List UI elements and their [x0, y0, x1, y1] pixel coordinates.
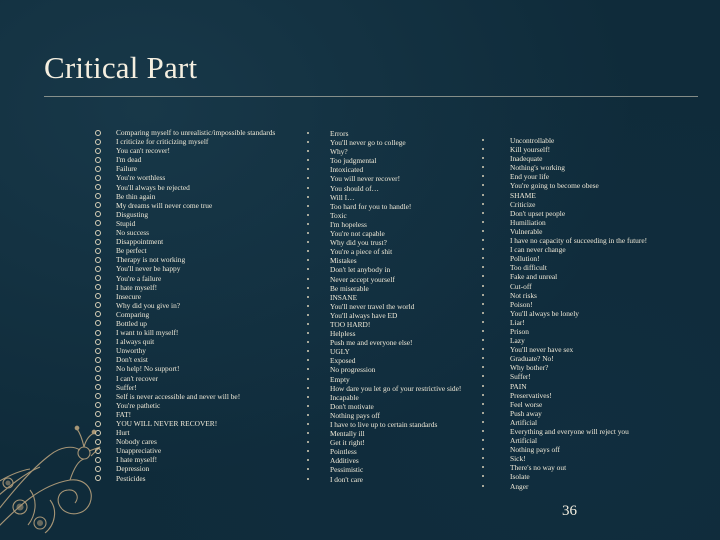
bullet-text: Prison — [510, 326, 529, 336]
dot-icon — [482, 194, 484, 196]
dot-icon — [307, 414, 309, 416]
bullet-item — [116, 464, 311, 473]
bullet-item — [116, 392, 311, 401]
bullet-text: I hate myself! — [116, 282, 158, 292]
bullet-text: I have to live up to certain standards — [330, 420, 438, 429]
dot-icon — [307, 378, 309, 380]
bullet-item — [330, 365, 500, 374]
dot-icon — [307, 296, 309, 298]
bullet-text: Suffer! — [116, 382, 137, 392]
bullet-text: You'll always be lonely — [510, 308, 579, 318]
bullet-item — [330, 465, 500, 474]
bullet-text: Will I… — [330, 192, 355, 202]
bullet-item — [116, 437, 311, 446]
bullet-text: Self is never accessible and never will be! — [116, 391, 241, 401]
bullet-item — [510, 391, 710, 400]
bullet-item — [510, 463, 710, 472]
bullet-item — [116, 328, 311, 337]
bullet-item — [330, 384, 500, 393]
dot-icon — [307, 278, 309, 280]
bullet-item — [330, 229, 500, 238]
bullet-item — [116, 410, 311, 419]
bullet-text: Therapy is not working — [116, 255, 186, 265]
bullet-item — [510, 236, 710, 245]
ring-icon — [95, 339, 101, 345]
ring-icon — [95, 175, 101, 181]
bullet-item — [330, 193, 500, 202]
bullet-item — [510, 418, 710, 427]
bullet-item — [116, 183, 311, 192]
bullet-item — [510, 345, 710, 354]
bullet-text: Push away — [510, 408, 542, 418]
dot-icon — [482, 294, 484, 296]
bullet-text: Pointless — [330, 447, 357, 457]
bullet-item — [116, 292, 311, 301]
dot-icon — [482, 285, 484, 287]
bullet-item — [510, 282, 710, 291]
bullet-item — [330, 275, 500, 284]
bullet-item — [116, 355, 311, 364]
dot-icon — [307, 232, 309, 234]
bullet-text: I criticize for criticizing myself — [116, 137, 209, 147]
bullet-item — [510, 400, 710, 409]
bullet-item — [510, 272, 710, 281]
bullet-text: No progression — [330, 365, 376, 375]
ring-icon — [95, 157, 101, 163]
bullet-item — [116, 128, 311, 137]
bullet-text: Too difficult — [510, 263, 547, 273]
bullet-item — [330, 393, 500, 402]
dot-icon — [307, 287, 309, 289]
dot-icon — [307, 423, 309, 425]
bullet-item — [116, 228, 311, 237]
bullet-item — [116, 219, 311, 228]
bullet-text: Never accept yourself — [330, 274, 395, 284]
bullet-item — [330, 456, 500, 465]
bullet-item — [510, 427, 710, 436]
dot-icon — [482, 394, 484, 396]
bullet-text: Why did you give in? — [116, 300, 181, 310]
dot-icon — [307, 223, 309, 225]
bullet-item — [510, 227, 710, 236]
ring-icon — [95, 239, 101, 245]
bullet-text: End your life — [510, 172, 549, 182]
bullet-text: Mistakes — [330, 256, 357, 266]
bullet-item — [510, 454, 710, 463]
bullet-item — [116, 337, 311, 346]
bullet-text: Helpless — [330, 329, 356, 339]
ring-icon — [95, 139, 101, 145]
bullet-item — [510, 354, 710, 363]
bullet-text: FAT! — [116, 409, 132, 419]
dot-icon — [482, 421, 484, 423]
bullet-item — [116, 237, 311, 246]
bullet-item — [330, 447, 500, 456]
bullet-text: You'll always be rejected — [116, 182, 190, 192]
bullet-text: Kill yourself! — [510, 145, 551, 155]
bullet-text: Uncontrollable — [510, 136, 555, 145]
bullet-text: UGLY — [330, 347, 350, 357]
bullet-text: Graduate? No! — [510, 354, 554, 364]
bullet-text: I can never change — [510, 245, 566, 255]
bullet-item — [116, 155, 311, 164]
bullet-text: Exposed — [330, 356, 356, 366]
ring-icon — [95, 248, 101, 254]
bullet-text: I always quit — [116, 337, 155, 347]
dot-icon — [307, 478, 309, 480]
bullet-text: I don't care — [330, 474, 363, 484]
bullet-text: You'll never go to college — [330, 138, 406, 148]
dot-icon — [482, 303, 484, 305]
bullet-item — [330, 293, 500, 302]
bullet-item — [116, 274, 311, 283]
bullet-text: Additives — [330, 456, 359, 466]
bullet-item — [510, 300, 710, 309]
bullet-text: Preservatives! — [510, 390, 552, 400]
bullet-item — [330, 347, 500, 356]
title-divider — [44, 96, 698, 97]
bullet-item — [116, 137, 311, 146]
bullet-item — [116, 364, 311, 373]
bullet-text: Incapable — [330, 392, 359, 402]
bullet-item — [510, 409, 710, 418]
bullet-text: You'll always have ED — [330, 310, 398, 320]
bullet-text: I have no capacity of succeeding in the future! — [510, 236, 648, 246]
bullet-text: INSANE — [330, 292, 358, 302]
bullet-item — [330, 129, 500, 138]
bullet-text: I'm hopeless — [330, 219, 367, 229]
bullet-text: Mentally ill — [330, 429, 365, 439]
bullet-item — [330, 256, 500, 265]
bullet-text: Pesticides — [116, 473, 146, 483]
bullet-text: Comparing — [116, 309, 150, 319]
bullet-text: Nobody cares — [116, 437, 157, 447]
bullet-text: I hate myself! — [116, 455, 158, 465]
bullet-item — [510, 472, 710, 481]
dot-icon — [482, 139, 484, 141]
bullet-item — [510, 172, 710, 181]
bullet-text: You're a failure — [116, 273, 162, 283]
ring-icon — [95, 366, 101, 372]
bullet-text: Intoxicated — [330, 165, 364, 175]
bullet-item — [510, 163, 710, 172]
ring-icon — [95, 148, 101, 154]
bullet-item — [510, 154, 710, 163]
bullet-item — [510, 200, 710, 209]
bullet-item — [510, 327, 710, 336]
bullet-item — [510, 254, 710, 263]
bullet-item — [330, 284, 500, 293]
dot-icon — [482, 485, 484, 487]
bullet-text: Depression — [116, 464, 150, 474]
bullet-text: Vulnerable — [510, 226, 543, 236]
bullet-item — [116, 428, 311, 437]
bullet-text: Be perfect — [116, 246, 147, 256]
bullet-text: Toxic — [330, 210, 347, 220]
bullet-text: TOO HARD! — [330, 319, 371, 329]
bullet-text: You're a piece of shit — [330, 247, 393, 257]
bullet-column-right — [510, 136, 710, 491]
bullet-text: SHAME — [510, 190, 536, 200]
bullet-item — [116, 301, 311, 310]
bullet-text: You're worthless — [116, 173, 166, 183]
bullet-item — [510, 263, 710, 272]
dot-icon — [307, 196, 309, 198]
bullet-text: Everything and everyone will reject you — [510, 427, 629, 436]
bullet-text: Be miserable — [330, 283, 369, 293]
bullet-item — [116, 210, 311, 219]
bullet-text: You'll never travel the world — [330, 301, 415, 311]
bullet-item — [510, 436, 710, 445]
dot-icon — [307, 205, 309, 207]
bullet-text: Be thin again — [116, 191, 156, 201]
bullet-item — [510, 291, 710, 300]
bullet-text: You'll never be happy — [116, 264, 181, 274]
dot-icon — [482, 239, 484, 241]
bullet-item — [116, 192, 311, 201]
dot-icon — [307, 187, 309, 189]
bullet-text: Inadequate — [510, 154, 543, 164]
bullet-text: Disappointment — [116, 237, 164, 247]
bullet-item — [330, 238, 500, 247]
bullet-item — [116, 455, 311, 464]
bullet-item — [330, 184, 500, 193]
dot-icon — [482, 203, 484, 205]
bullet-text: You're pathetic — [116, 400, 161, 410]
bullet-item — [330, 438, 500, 447]
bullet-item — [116, 201, 311, 210]
bullet-item — [330, 475, 500, 484]
bullet-item — [510, 336, 710, 345]
bullet-item — [330, 411, 500, 420]
bullet-text: Poison! — [510, 299, 533, 309]
ring-icon — [95, 166, 101, 172]
bullet-text: Feel worse — [510, 399, 543, 409]
bullet-item — [116, 374, 311, 383]
dot-icon — [482, 321, 484, 323]
bullet-item — [510, 181, 710, 190]
bullet-text: Lazy — [510, 336, 525, 346]
bullet-item — [330, 156, 500, 165]
bullet-item — [510, 482, 710, 491]
bullet-item — [330, 356, 500, 365]
ring-icon — [95, 375, 101, 381]
bullet-item — [116, 383, 311, 392]
bullet-item — [330, 211, 500, 220]
bullet-text: Why bother? — [510, 363, 549, 373]
bullet-item — [510, 136, 710, 145]
bullet-column-left — [116, 128, 311, 483]
bullet-item — [330, 147, 500, 156]
dot-icon — [482, 330, 484, 332]
bullet-item — [510, 218, 710, 227]
dot-icon — [307, 396, 309, 398]
bullet-text: Too hard for you to handle! — [330, 201, 412, 211]
bullet-text: Nothing pays off — [510, 445, 560, 455]
bullet-text: YOU WILL NEVER RECOVER! — [116, 419, 218, 428]
bullet-text: Pollution! — [510, 254, 540, 264]
bullet-item — [330, 174, 500, 183]
bullet-text: Don't let anybody in — [330, 265, 391, 275]
bullet-item — [330, 302, 500, 311]
bullet-item — [330, 165, 500, 174]
bullet-text: Bottled up — [116, 318, 147, 328]
bullet-text: Don't upset people — [510, 208, 566, 218]
bullet-item — [330, 375, 500, 384]
dot-icon — [482, 230, 484, 232]
bullet-text: Nothing pays off — [330, 410, 380, 420]
bullet-item — [330, 338, 500, 347]
peacock-icon — [0, 395, 120, 540]
dot-icon — [307, 323, 309, 325]
bullet-text: My dreams will never come true — [116, 200, 213, 210]
bullet-text: Criticize — [510, 199, 536, 209]
bullet-item — [116, 346, 311, 355]
bullet-text: You can't recover! — [116, 146, 170, 156]
bullet-text: Don't exist — [116, 355, 148, 365]
page-number: 36 — [562, 503, 577, 519]
bullet-item — [510, 309, 710, 318]
bullet-item — [510, 191, 710, 200]
bullet-item — [116, 264, 311, 273]
dot-icon — [307, 132, 309, 134]
bullet-text: You're not capable — [330, 229, 385, 239]
bullet-text: Artificial — [510, 417, 538, 427]
bullet-text: Push me and everyone else! — [330, 338, 413, 348]
dot-icon — [482, 221, 484, 223]
bullet-text: Too judgmental — [330, 156, 377, 166]
dot-icon — [482, 385, 484, 387]
bullet-item — [510, 245, 710, 254]
bullet-text: Isolate — [510, 472, 530, 482]
bullet-item — [330, 320, 500, 329]
bullet-text: Why did you trust? — [330, 238, 387, 248]
dot-icon — [482, 312, 484, 314]
bullet-text: Why? — [330, 147, 348, 157]
bullet-text: Disgusting — [116, 209, 149, 219]
bullet-item — [330, 429, 500, 438]
bullet-item — [116, 446, 311, 455]
bullet-item — [330, 138, 500, 147]
bullet-text: Hurt — [116, 428, 130, 438]
bullet-text: How dare you let go of your restrictive side! — [330, 383, 462, 393]
bullet-text: Empty — [330, 374, 350, 384]
dot-icon — [482, 430, 484, 432]
bullet-text: Insecure — [116, 291, 142, 301]
dot-icon — [307, 305, 309, 307]
bullet-item — [330, 202, 500, 211]
bullet-item — [116, 246, 311, 255]
bullet-text: I want to kill myself! — [116, 328, 179, 338]
bullet-text: Comparing myself to unrealistic/impossible standards — [116, 128, 276, 137]
bullet-text: Get it right! — [330, 438, 365, 448]
bullet-text: Liar! — [510, 317, 525, 327]
bullet-item — [116, 310, 311, 319]
dot-icon — [482, 212, 484, 214]
bullet-item — [510, 145, 710, 154]
bullet-text: Anger — [510, 481, 529, 491]
dot-icon — [482, 412, 484, 414]
bullet-text: Suffer! — [510, 372, 531, 382]
bullet-item — [116, 255, 311, 264]
bullet-item — [330, 420, 500, 429]
bullet-text: Artificial — [510, 436, 538, 446]
dot-icon — [482, 403, 484, 405]
ring-icon — [95, 348, 101, 354]
ring-icon — [95, 330, 101, 336]
bullet-text: Sick! — [510, 454, 526, 464]
bullet-item — [116, 146, 311, 155]
bullet-text: Unworthy — [116, 346, 146, 356]
bullet-text: Cut-off — [510, 281, 532, 291]
ring-icon — [95, 230, 101, 236]
bullet-text: No success — [116, 228, 150, 238]
bullet-item — [510, 209, 710, 218]
ring-icon — [95, 257, 101, 263]
bullet-text: Fake and unreal — [510, 272, 558, 282]
bullet-text: Don't motivate — [330, 401, 374, 411]
dot-icon — [307, 314, 309, 316]
bullet-item — [116, 283, 311, 292]
bullet-item — [510, 318, 710, 327]
ring-icon — [95, 275, 101, 281]
bullet-item — [330, 329, 500, 338]
bullet-text: PAIN — [510, 381, 527, 391]
bullet-text: I'm dead — [116, 155, 142, 165]
bullet-column-middle — [330, 129, 500, 484]
bullet-text: You'll never have sex — [510, 345, 574, 355]
bullet-item — [510, 382, 710, 391]
dot-icon — [307, 387, 309, 389]
bullet-item — [116, 319, 311, 328]
dot-icon — [307, 214, 309, 216]
bullet-item — [116, 474, 311, 483]
bullet-text: You should of… — [330, 183, 379, 193]
bullet-text: Stupid — [116, 218, 136, 228]
ring-icon — [95, 357, 101, 363]
bullet-item — [510, 363, 710, 372]
slide-title: Critical Part — [44, 50, 198, 85]
bullet-item — [330, 265, 500, 274]
bullet-text: Nothing's working — [510, 163, 565, 173]
bullet-item — [116, 401, 311, 410]
bullet-text: I can't recover — [116, 373, 158, 383]
ring-icon — [95, 266, 101, 272]
bullet-text: You will never recover! — [330, 174, 401, 184]
bullet-item — [330, 247, 500, 256]
bullet-text: Failure — [116, 164, 137, 174]
bullet-item — [510, 445, 710, 454]
bullet-text: You're going to become obese — [510, 181, 599, 191]
bullet-item — [510, 372, 710, 381]
bullet-item — [116, 419, 311, 428]
bullet-text: No help! No support! — [116, 364, 180, 374]
bullet-text: There's no way out — [510, 463, 567, 473]
bullet-text: Unappreciative — [116, 446, 162, 456]
bullet-item — [116, 164, 311, 173]
ring-icon — [95, 130, 101, 136]
bullet-text: Pessimistic — [330, 465, 364, 475]
bullet-text: Humiliation — [510, 217, 546, 227]
dot-icon — [307, 405, 309, 407]
bullet-text: Not risks — [510, 290, 537, 300]
bullet-item — [330, 220, 500, 229]
bullet-item — [116, 173, 311, 182]
bullet-item — [330, 402, 500, 411]
bullet-text: Errors — [330, 129, 349, 138]
bullet-item — [330, 311, 500, 320]
